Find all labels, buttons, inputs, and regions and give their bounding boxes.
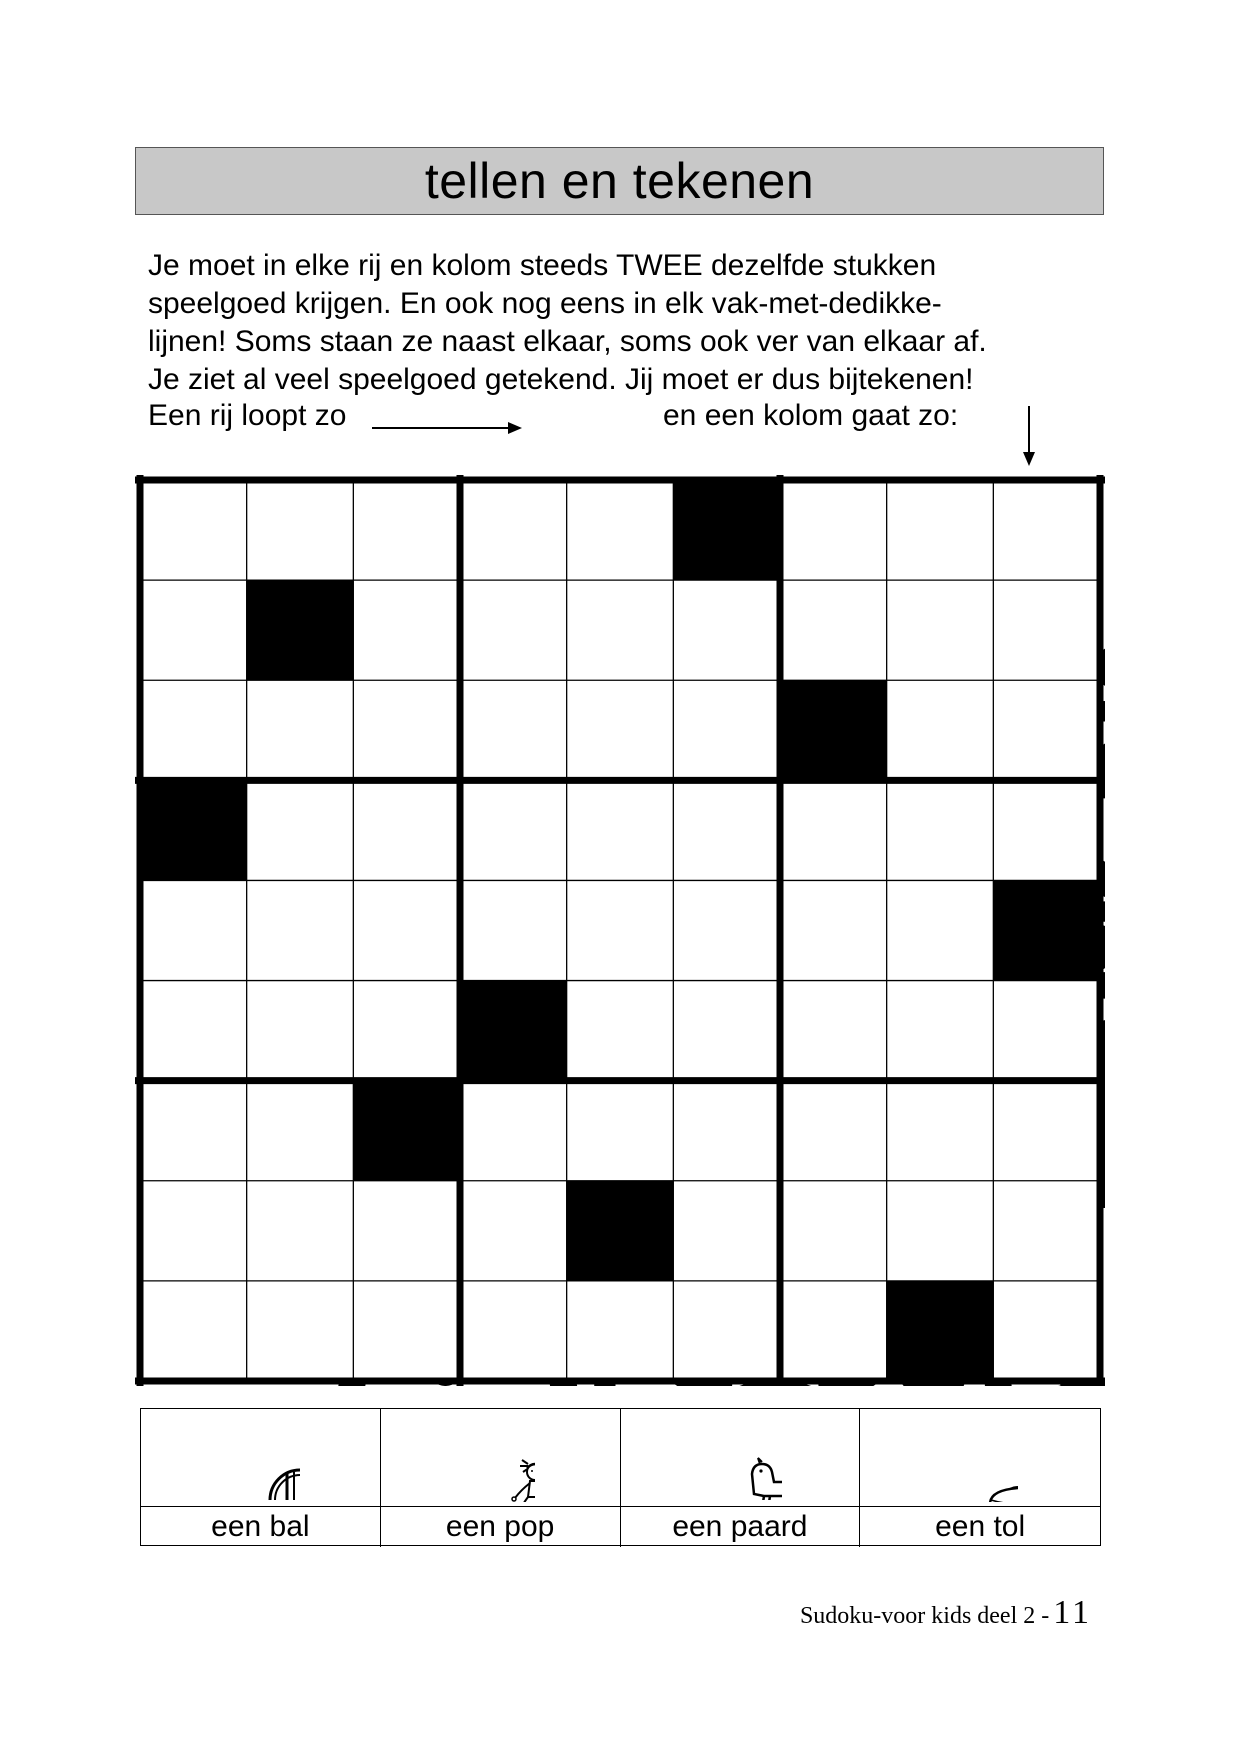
blocked-cell [460,981,567,1081]
grid-cell[interactable] [993,1281,1105,1386]
instruction-line: lijnen! Soms staan ze naast elkaar, soms ook ver van elkaar af. [148,325,987,358]
grid-cell[interactable] [673,1181,780,1281]
cell-background [780,1281,887,1381]
cell-background [993,1281,1100,1381]
cell-background [993,580,1100,680]
grid-cell[interactable] [140,580,247,680]
grid-cell[interactable] [353,580,460,680]
cell-background [140,880,247,980]
cell-background [673,580,780,680]
blocked-cell [673,480,780,580]
cell-background [887,480,994,580]
blocked-cell [247,580,354,680]
cell-background [567,880,674,980]
rocking-horse-icon [698,1416,782,1500]
cell-background [353,880,460,980]
cell-background [780,580,887,680]
cell-background [353,580,460,680]
grid-cell[interactable] [993,780,1100,880]
grid-cell[interactable] [780,680,887,780]
cell-background [673,880,780,980]
cell-background [673,680,780,780]
cell-background [567,1081,674,1181]
page-title: tellen en tekenen [424,153,815,209]
grid-cell[interactable] [353,1181,460,1281]
legend-image-cell [621,1409,861,1507]
cell-background [887,680,994,780]
cell-background [567,580,674,680]
cell-background [140,480,247,580]
grid-cell[interactable] [567,1281,674,1381]
cell-background [247,680,354,780]
cell-background [353,1281,460,1381]
cell-background [993,780,1100,880]
instruction-line: speelgoed krijgen. En ook nog eens in elk vak-met-dedikke- [148,287,942,320]
grid-cell[interactable] [567,880,674,980]
column-arrow-icon [1020,406,1038,468]
cell-background [887,780,994,880]
grid-cell[interactable] [780,1181,887,1281]
cell-background [460,1181,567,1281]
cell-background [780,480,887,580]
legend-label: een tol [935,1510,1026,1543]
cell-background [247,780,354,880]
cell-background [247,1081,354,1181]
page-number: 11 [1053,1594,1092,1631]
grid-cell[interactable] [780,981,887,1081]
legend-label: een pop [381,1507,621,1547]
cell-background [460,880,567,980]
blocked-cell [567,1181,674,1281]
legend-label: een paard [621,1507,861,1547]
grid-cell[interactable] [993,880,1100,980]
cell-background [460,580,567,680]
cell-background [247,880,354,980]
spinning-top-icon [942,1414,1018,1502]
ball-icon [220,1416,300,1500]
grid-cell[interactable] [780,580,887,680]
cell-background [460,480,567,580]
grid-cell[interactable] [140,780,247,880]
cell-background [567,1281,674,1381]
grid-cell[interactable] [887,1281,994,1381]
grid-cell[interactable] [140,880,247,980]
grid-cell[interactable] [567,1181,674,1281]
cell-background [247,1281,354,1381]
cell-background [140,680,247,780]
cell-background [673,1181,780,1281]
legend-image-cell [381,1409,621,1507]
cell-background [353,981,460,1081]
grid-cell[interactable] [673,1281,780,1381]
grid-cell[interactable] [460,1081,567,1181]
footer-series: Sudoku-voor kids deel 2 - [799,1603,1050,1629]
grid-cell[interactable] [567,981,674,1081]
cell-background [353,680,460,780]
page-footer [800,1594,1092,1632]
cell-background [140,1181,247,1281]
cell-background [780,1181,887,1281]
cell-background [780,880,887,980]
grid-cell[interactable] [780,480,887,580]
cell-background [567,780,674,880]
cell-background [567,480,674,580]
cell-background [247,1181,354,1281]
blocked-cell [993,880,1100,980]
cell-background [353,1181,460,1281]
cell-background [673,1281,780,1381]
cell-background [993,480,1100,580]
row-arrow-icon [372,420,524,436]
cell-background [140,981,247,1081]
grid-cell[interactable] [247,780,354,880]
cell-background [887,880,994,980]
row-hint: Een rij loopt zo [148,399,347,432]
cell-background [673,981,780,1081]
cell-background [460,1081,567,1181]
grid-cell[interactable] [460,480,567,580]
legend-label: een bal [141,1507,381,1547]
cell-background [887,580,994,680]
cell-background [567,981,674,1081]
legend-image-cell [860,1409,1100,1507]
doll-icon [465,1414,535,1502]
cell-background [247,981,354,1081]
blocked-cell [780,680,887,780]
cell-background [460,1281,567,1381]
cell-background [353,480,460,580]
cell-background [993,1181,1100,1281]
cell-background [140,1081,247,1181]
cell-background [567,680,674,780]
grid-cell[interactable] [887,1081,994,1181]
blocked-cell [353,1081,460,1181]
grid-cell[interactable] [460,780,567,880]
grid-cell[interactable] [353,480,460,580]
cell-background [993,680,1100,780]
cell-background [887,1081,994,1181]
cell-background [673,780,780,880]
grid-cell[interactable] [673,1081,780,1181]
grid-cell[interactable] [673,480,780,580]
grid-cell[interactable] [780,780,887,880]
cell-background [887,981,994,1081]
grid-cell[interactable] [567,580,674,680]
cell-background [247,480,354,580]
legend-image-cell [141,1409,381,1507]
cell-background [673,1081,780,1181]
grid-cell[interactable] [460,981,567,1081]
cell-background [460,780,567,880]
blocked-cell [887,1281,994,1381]
cell-background [993,981,1100,1081]
cell-background [887,1181,994,1281]
blocked-cell [140,780,247,880]
cell-background [780,780,887,880]
grid-cell[interactable] [567,1081,674,1181]
cell-background [780,981,887,1081]
instructions [148,247,1108,399]
grid-cell[interactable] [887,1181,994,1281]
cell-background [460,680,567,780]
cell-background [140,580,247,680]
grid-cell[interactable] [247,1181,354,1281]
cell-background [140,1281,247,1381]
cell-background [780,1081,887,1181]
title-bar [135,147,1104,215]
grid-cell[interactable] [247,680,354,780]
instruction-line: Je moet in elke rij en kolom steeds TWEE dezelfde stukken [148,249,937,282]
cell-background [353,780,460,880]
grid-cell[interactable] [140,1281,247,1381]
legend-table [140,1408,1101,1546]
sudoku-grid [135,475,1105,1386]
cell-background [993,1081,1100,1181]
grid-cell[interactable] [247,580,354,680]
grid-cell[interactable] [993,580,1100,680]
instruction-line: Je ziet al veel speelgoed getekend. Jij moet er dus bijtekenen! [148,363,974,396]
grid-cell[interactable] [353,1081,460,1181]
column-hint: en een kolom gaat zo: [663,399,959,432]
grid-cell[interactable] [353,1281,460,1381]
